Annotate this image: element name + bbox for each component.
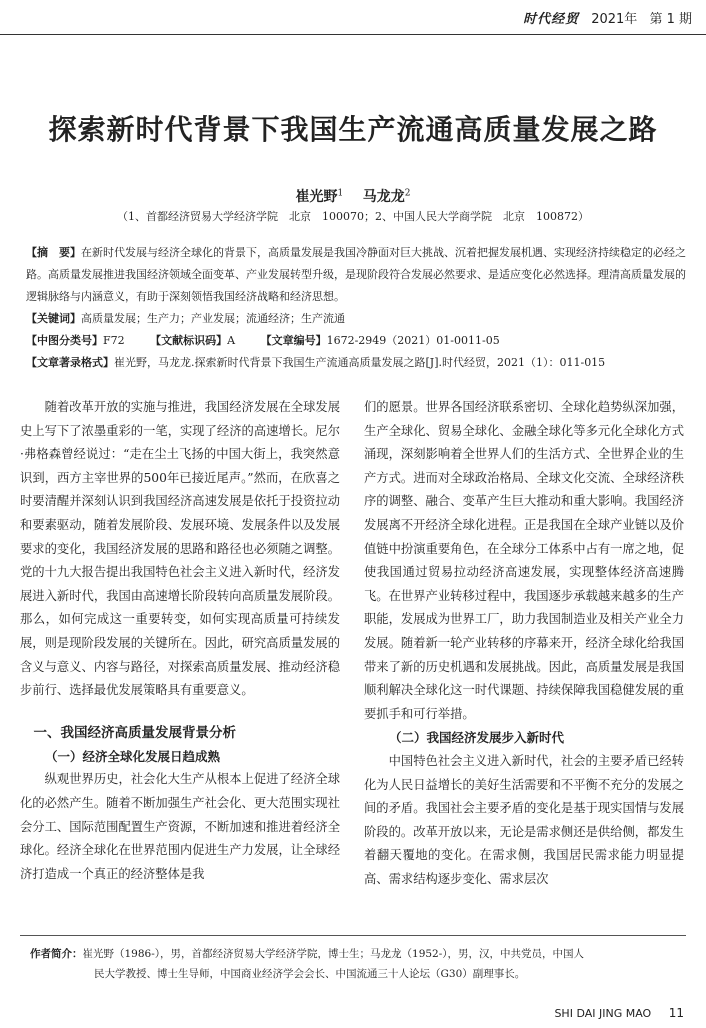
- keywords-label: 【关键词】: [26, 312, 81, 325]
- subsection-heading-1-2: （二）我国经济发展步入新时代: [389, 730, 565, 746]
- body-paragraph-1: 随着改革开放的实施与推进，我国经济发展在全球发展史上写下了浓墨重彩的一笔，实现了经济的高速增长。尼尔·弗格森曾经说过：“走在尘土飞扬的中国大街上，我突然意识到，西方主宰世界的500年已接近尾声。”然而，在欣喜之时要清醒并深刻认识到我国经济高速发展是依托于投资拉动和要素驱动，随着发展阶段、发展环境、发展条件以及发展要求的变化，我国经济发展的思路和路径也必须随之调整。党的十九大报告提出我国特色社会主义进入新时代，经济发展进入新时代，我国由高速增长阶段转向高质量发展阶段。那么，如何完成这一重要转变，如何实现高质量可持续发展，则是现阶段发展的关键所在。因此，研究高质量发展的含义与意义、内容与路径，对探索高质量发展、推动经济稳步前行、选择最优发展策略具有重要意义。: [20, 400, 340, 698]
- author-2-sup: 2: [404, 188, 411, 199]
- article-number-value: 1672-2949（2021）01-0011-05: [326, 334, 500, 347]
- abstract-text: 在新时代发展与经济全球化的背景下，高质量发展是我国冷静面对巨大挑战、沉着把握发展机遇、实现经济持续稳定的必经之路。高质量发展推进我国经济领域全面变革、产业发展转型升级，是现阶段符合发展必然要求、是适应变化必然选择。理清高质量发展的逻辑脉络与内涵意义，有助于深刻领悟我国经济战略和经济思想。: [26, 246, 686, 303]
- article-number-label: 【文章编号】: [260, 334, 327, 347]
- header-issue: 第 1 期: [649, 12, 692, 27]
- footnote-line-2: 民大学教授、博士生导师，中国商业经济学会会长、中国流通三十人论坛（G30）副理事长。: [94, 968, 526, 980]
- body-paragraph-3: 中国特色社会主义进入新时代，社会的主要矛盾已经转化为人民日益增长的美好生活需要和不平衡不充分的发展之间的矛盾。我国社会主要矛盾的变化是基于现实国情与发展阶段的。改革开放以来，无论是需求侧还是供给侧，都发生着翻天覆地的变化。在需求侧，我国居民需求能力明显提高、需求结构逐步变化、需求层次: [364, 753, 684, 886]
- abstract: [26, 242, 686, 308]
- classification-row: [26, 330, 686, 352]
- author-line: [0, 186, 706, 206]
- journal-pinyin: SHI DAI JING MAO: [554, 1007, 652, 1020]
- footnote-line-1: 崔光野（1986-），男，首都经济贸易大学经济学院，博士生；马龙龙（1952-），男，汉，中共党员，中国人: [82, 948, 585, 960]
- page-footer: [554, 1006, 684, 1020]
- keywords-text: 高质量发展；生产力；产业发展；流通经济；生产流通: [81, 312, 345, 325]
- doc-code-label: 【文献标识码】: [150, 334, 228, 347]
- keywords: [26, 308, 686, 330]
- citation-label: 【文章著录格式】: [26, 356, 114, 369]
- doc-code-value: A: [227, 334, 236, 347]
- header-year: 2021年: [591, 12, 638, 27]
- author-bio-footnote: [30, 944, 680, 984]
- body-paragraph-2-continued: 们的愿景。世界各国经济联系密切、全球化趋势纵深加强，生产全球化、贸易全球化、金融全球化等多元化全球化方式涌现，深刻影响着全世界人们的生活方式、全世界企业的生产方式。进而对全球政治格局、全球文化交流、全球经济秩序的调整、融合、变革产生巨大推动和重大影响。我国经济发展离不开经济全球化进程。正是我国在全球产业链以及价值链中扮演重要角色，在全球分工体系中占有一席之地，促使我国通过贸易拉动经济高速发展，实现整体经济高速腾飞。在世界产业转移过程中，我国逐步承载越来越多的生产职能，发展成为世界工厂，助力我国制造业及相关产业全力发展。随着新一轮产业转移的序幕来开，经济全球化给我国带来了新的历史机遇和发展挑战。因此，高质量发展是我国顺利解决全球化这一时代课题、持续保障我国稳健发展的重要抓手和可行举措。: [364, 400, 684, 721]
- article-meta: [26, 242, 686, 374]
- page-number: 11: [668, 1006, 684, 1020]
- author-2: 马龙龙: [362, 189, 405, 205]
- clc-value: F72: [103, 334, 125, 347]
- article-title: 探索新时代背景下我国生产流通高质量发展之路: [48, 113, 658, 146]
- author-1: 崔光野: [295, 189, 338, 205]
- running-header: [523, 8, 692, 27]
- citation-row: [26, 352, 686, 374]
- body-paragraph-2: 纵观世界历史，社会化大生产从根本上促进了经济全球化的必然产生。随着不断加强生产社会化、更大范围实现社会分工、国际范围配置生产资源，不断加速和推进着经济全球化。经济全球化在世界范围内促进生产力发展，让全球经济打造成一个真正的经济整体是我: [20, 772, 340, 881]
- footnote-rule: [20, 935, 686, 936]
- affiliation: （1、首都经济贸易大学经济学院 北京 100070；2、中国人民大学商学院 北京 100872）: [117, 210, 589, 223]
- footnote-label: 作者简介：: [30, 948, 83, 960]
- column-left: [20, 396, 340, 886]
- header-rule: [0, 34, 706, 35]
- journal-name: 时代经贸: [523, 12, 580, 27]
- citation-text: 崔光野，马龙龙.探索新时代背景下我国生产流通高质量发展之路[J].时代经贸，2021（1）：011-015: [114, 356, 606, 369]
- author-1-sup: 1: [337, 188, 344, 199]
- abstract-label: 【摘 要】: [26, 246, 81, 259]
- clc-label: 【中图分类号】: [26, 334, 103, 347]
- section-heading-1: 一、我国经济高质量发展背景分析: [33, 724, 236, 741]
- subsection-heading-1-1: （一）经济全球化发展日趋成熟: [45, 748, 221, 764]
- column-right: [364, 396, 684, 891]
